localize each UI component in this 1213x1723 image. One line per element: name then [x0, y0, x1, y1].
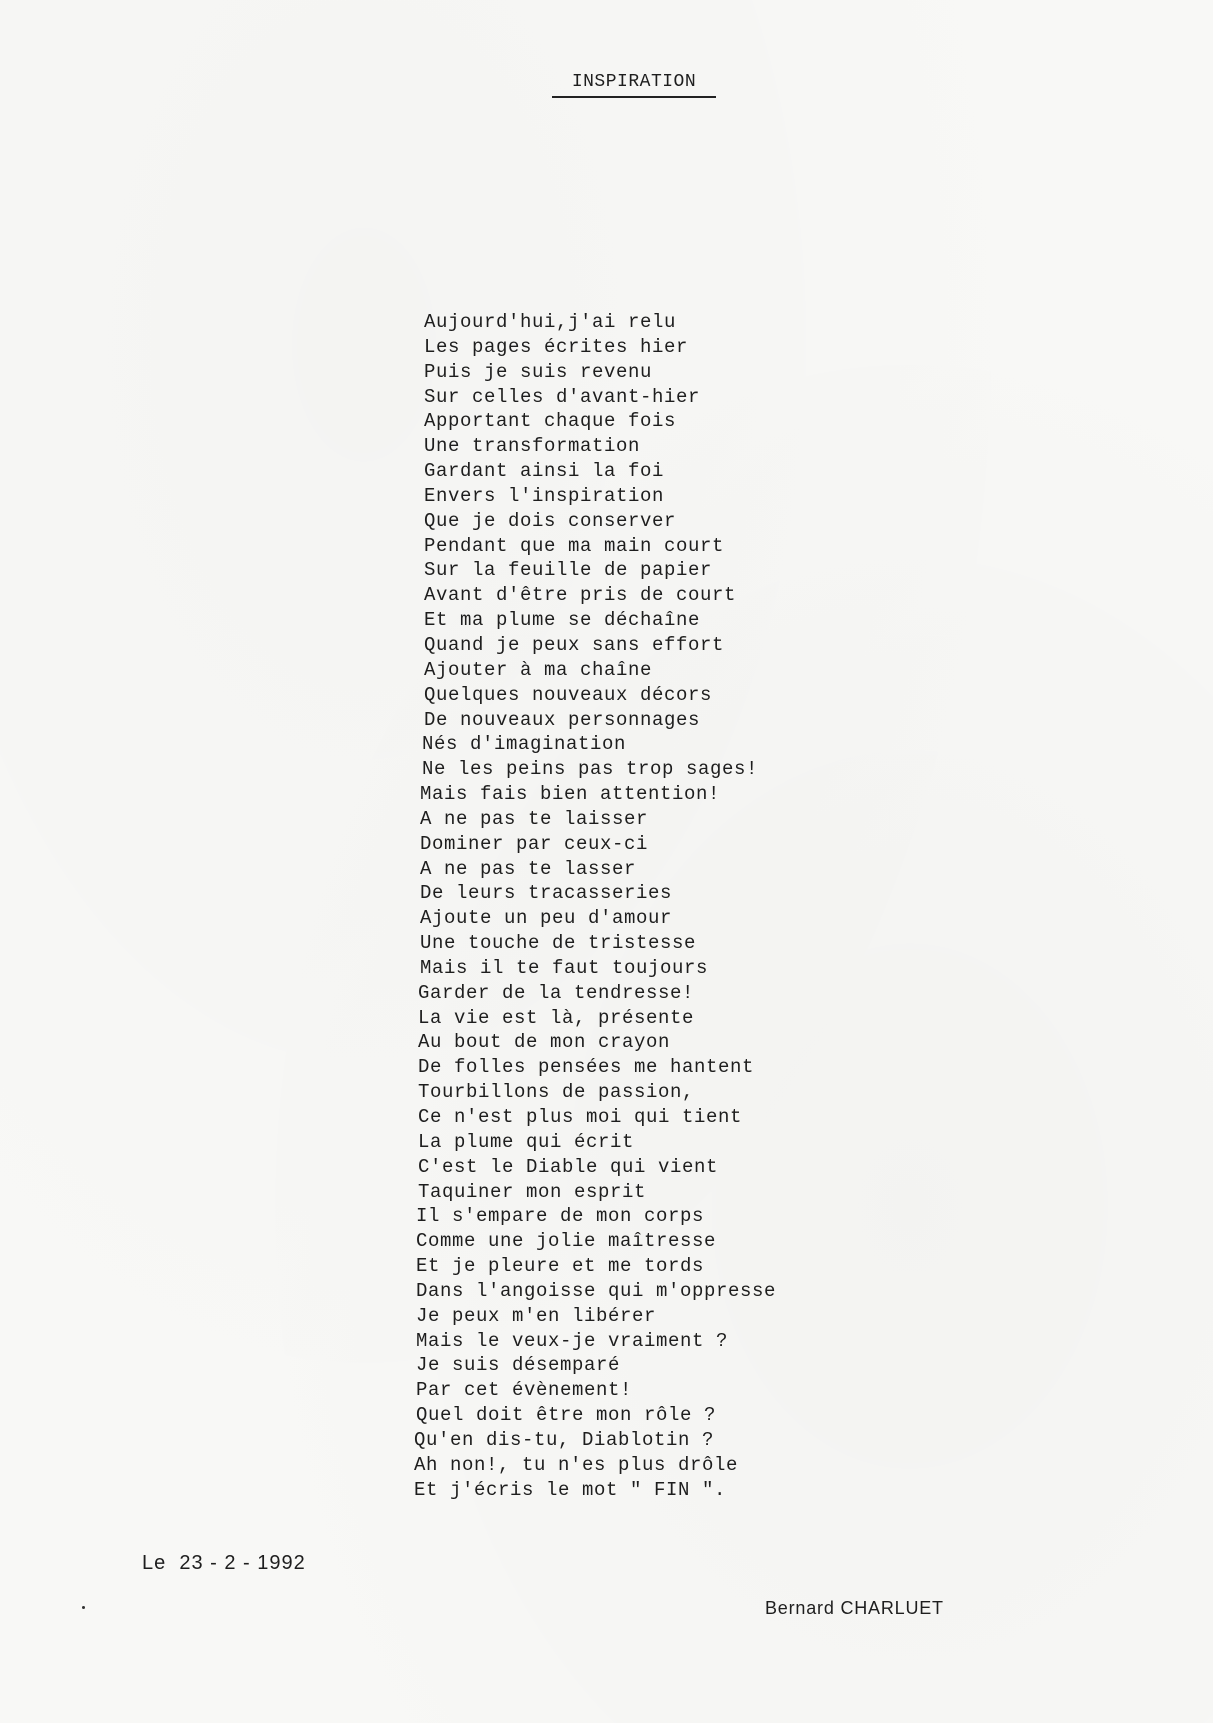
poem-line: Garder de la tendresse!: [418, 981, 695, 1004]
poem-line: Ah non!, tu n'es plus drôle: [414, 1453, 739, 1476]
poem-line: Sur la feuille de papier: [424, 559, 713, 582]
poem-line: De nouveaux personnages: [424, 708, 701, 731]
poem-line: C'est le Diable qui vient: [418, 1155, 719, 1178]
poem-line: Je peux m'en libérer: [416, 1304, 657, 1327]
poem-line: Apportant chaque fois: [424, 410, 677, 433]
poem-line: Nés d'imagination: [422, 733, 627, 756]
poem-line: Dans l'angoisse qui m'oppresse: [416, 1279, 777, 1302]
poem-line: Que je dois conserver: [424, 509, 677, 532]
poem-line: Et je pleure et me tords: [416, 1255, 705, 1278]
poem-line: Gardant ainsi la foi: [424, 460, 665, 483]
poem-line: Qu'en dis-tu, Diablotin ?: [414, 1428, 715, 1451]
poem-date: Le 23 - 2 - 1992: [142, 1552, 306, 1574]
poem-line: Mais le veux-je vraiment ?: [416, 1329, 729, 1352]
poem-line: Dominer par ceux-ci: [420, 832, 649, 855]
poem-line: Envers l'inspiration: [424, 484, 665, 507]
poem-line: Il s'empare de mon corps: [416, 1205, 705, 1228]
poem-line: Mais fais bien attention!: [420, 783, 721, 806]
poem-line: De leurs tracasseries: [420, 882, 673, 905]
poem-line: Sur celles d'avant-hier: [424, 385, 701, 408]
poem-line: Au bout de mon crayon: [418, 1031, 671, 1054]
poem-line: La vie est là, présente: [418, 1006, 695, 1029]
poem-line: A ne pas te lasser: [420, 857, 637, 880]
poem-line: Comme une jolie maîtresse: [416, 1230, 717, 1253]
poem-line: Et j'écris le mot " FIN ".: [414, 1478, 727, 1501]
poem-line: Une transformation: [424, 435, 641, 458]
poem-line: Ajouter à ma chaîne: [424, 658, 653, 681]
poem-line: Ne les peins pas trop sages!: [422, 758, 759, 781]
poem-line: Quand je peux sans effort: [424, 633, 725, 656]
poem-line: Tourbillons de passion,: [418, 1081, 695, 1104]
poem-body: [414, 310, 777, 1503]
poem-author: Bernard CHARLUET: [765, 1598, 944, 1618]
poem-line: La plume qui écrit: [418, 1130, 635, 1153]
poem-line: A ne pas te laisser: [420, 807, 649, 830]
poem-title: INSPIRATION: [552, 72, 716, 98]
poem-line: Puis je suis revenu: [424, 360, 653, 383]
poem-line: Et ma plume se déchaîne: [424, 609, 701, 632]
poem-line: Taquiner mon esprit: [418, 1180, 647, 1203]
poem-line: Mais il te faut toujours: [420, 956, 709, 979]
poem-line: Les pages écrites hier: [424, 335, 689, 358]
poem-line: Quelques nouveaux décors: [424, 683, 713, 706]
poem-line: Je suis désemparé: [416, 1354, 621, 1377]
poem-line: De folles pensées me hantent: [418, 1056, 755, 1079]
paper-speck: [82, 1606, 85, 1609]
poem-line: Ajoute un peu d'amour: [420, 907, 673, 930]
poem-line: Pendant que ma main court: [424, 534, 725, 557]
poem-line: Aujourd'hui,j'ai relu: [424, 311, 677, 333]
poem-line: Par cet évènement!: [416, 1379, 633, 1402]
poem-line: Avant d'être pris de court: [424, 584, 737, 607]
poem-line: Une touche de tristesse: [420, 932, 697, 955]
poem-line: Ce n'est plus moi qui tient: [418, 1106, 743, 1128]
poem-line: Quel doit être mon rôle ?: [416, 1404, 717, 1427]
